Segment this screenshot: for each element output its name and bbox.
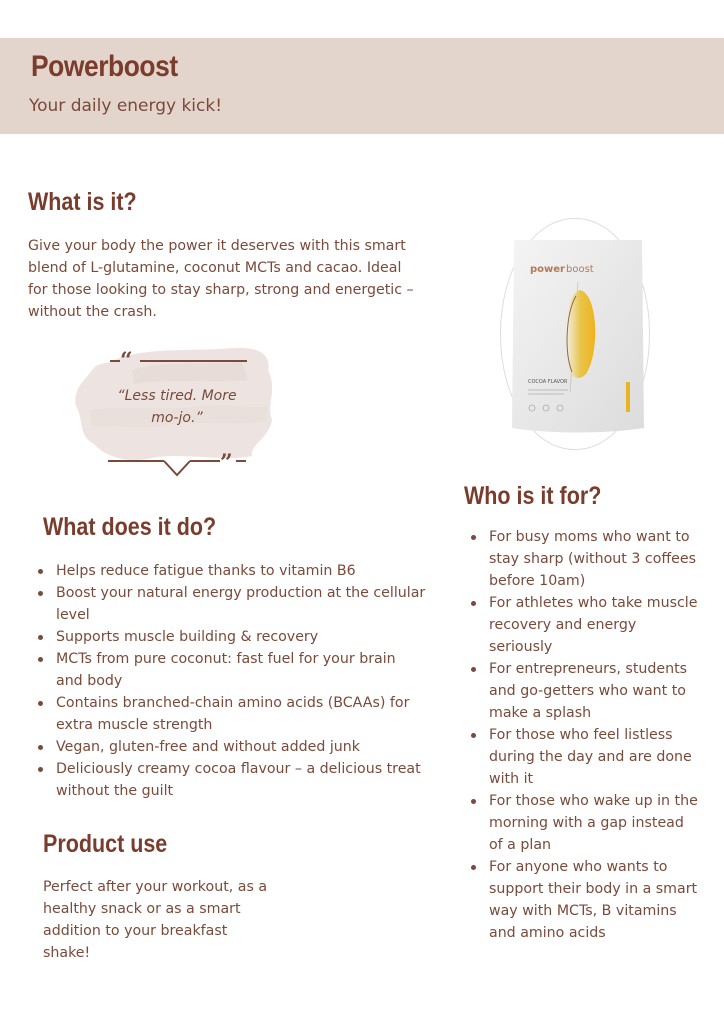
svg-text:COCOA FLAVOR: COCOA FLAVOR	[528, 379, 568, 385]
text-line: Perfect after your workout, as a	[43, 879, 268, 895]
quote-block	[72, 340, 282, 480]
brand-title: Powerboost	[31, 50, 178, 83]
product-pouch-image	[508, 232, 648, 437]
quote-line: mo-jo.”	[151, 410, 203, 426]
list-item: For busy moms who want to stay sharp (without 3 coffees before 10am)	[461, 526, 711, 592]
list-item: For those who wake up in the morning with a gap instead of a plan	[461, 790, 711, 856]
svg-text:boost: boost	[566, 264, 594, 275]
product-use-text	[43, 876, 283, 964]
brand-tagline: Your daily energy kick!	[29, 96, 223, 116]
list-item: For entrepreneurs, students and go-getters who want to make a splash	[461, 658, 711, 724]
list-item: Deliciously creamy cocoa flavour – a delicious treat without the guilt	[28, 758, 428, 802]
list-item: Vegan, gluten-free and without added junk	[28, 736, 428, 758]
text-line: Give your body the power it deserves with this smart	[28, 238, 406, 254]
quote-line: “Less tired. More	[117, 388, 237, 404]
heading-what-is-it: What is it?	[28, 188, 137, 216]
text-line: without the crash.	[28, 304, 157, 320]
what-is-it-text	[28, 235, 428, 323]
text-line: for those looking to stay sharp, strong and energetic –	[28, 282, 414, 298]
text-line: blend of L-glutamine, coconut MCTs and cacao. Ideal	[28, 260, 402, 276]
list-item: For athletes who take muscle recovery and energy seriously	[461, 592, 711, 658]
svg-text:power: power	[530, 264, 565, 275]
list-item: Boost your natural energy production at the cellular level	[28, 582, 428, 626]
text-line: shake!	[43, 945, 91, 961]
quote-text	[102, 385, 252, 429]
svg-text:“: “	[120, 348, 133, 374]
heading-what-does-it-do: What does it do?	[43, 513, 217, 541]
list-item: Contains branched-chain amino acids (BCAAs) for extra muscle strength	[28, 692, 428, 736]
text-line: healthy snack or as a smart	[43, 901, 241, 917]
benefits-list	[28, 560, 428, 802]
list-item: For those who feel listless during the day and are done with it	[461, 724, 711, 790]
svg-text:”: ”	[220, 450, 233, 476]
heading-who-is-it-for: Who is it for?	[464, 482, 602, 510]
audience-list	[461, 526, 711, 944]
heading-product-use: Product use	[43, 830, 168, 858]
list-item: MCTs from pure coconut: fast fuel for your brain and body	[28, 648, 428, 692]
list-item: Helps reduce fatigue thanks to vitamin B6	[28, 560, 428, 582]
text-line: addition to your breakfast	[43, 923, 228, 939]
list-item: For anyone who wants to support their body in a smart way with MCTs, B vitamins and amino acids	[461, 856, 711, 944]
list-item: Supports muscle building & recovery	[28, 626, 428, 648]
